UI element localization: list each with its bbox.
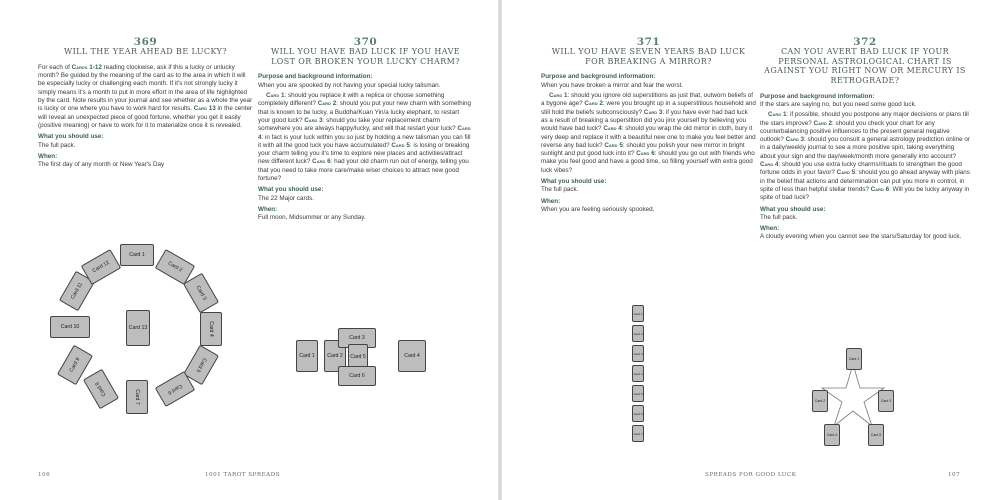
card-label: Card 5	[391, 141, 410, 149]
card: Card 5	[632, 385, 644, 402]
spread-title: CAN YOU AVERT BAD LUCK IF YOUR PERSONAL ASTROLOGICAL CHART IS AGAINST YOU RIGHT NOW OR MERCURY IS RETROGRADE?	[764, 47, 966, 86]
when-text: The first day of any month or New Year's Day	[38, 161, 165, 169]
card-label: Card 6	[312, 158, 331, 166]
card-label: Card 13	[193, 105, 216, 113]
text-run: : were you brought up in a superstitious household and still hold the beliefs subconsciously?	[541, 100, 756, 116]
spread-body	[541, 92, 756, 175]
card: Card 11	[59, 271, 95, 311]
card: Card 4	[632, 365, 644, 382]
card: Card 1	[296, 340, 318, 372]
card: Card 4	[824, 424, 840, 446]
use-text: The full pack.	[541, 186, 579, 194]
card: Card 10	[50, 316, 90, 338]
text-run: : should you go ahead anyway with plans in the belief that actions and determination can put you more in control, in spite of less than helpful stellar trends?	[760, 169, 970, 193]
spread-371	[541, 38, 756, 216]
card-label: Card 4	[258, 125, 471, 141]
spread-number: 371	[636, 36, 661, 48]
spread-body	[258, 92, 473, 183]
card: Card 5	[348, 344, 368, 370]
spread-title: WILL THE YEAR AHEAD BE LUCKY?	[64, 47, 227, 57]
text-run: : should you polish your new mirror in bright sunlight and put good luck into it?	[541, 141, 745, 158]
card: Card 3	[183, 273, 219, 313]
left-running-title: 1001 TAROT SPREADS	[205, 472, 281, 478]
text-run: : should you check your chart for any counterbalancing positive influences to the present general negative outlook?	[760, 119, 950, 144]
text-run: : should you replace it with a replica or choose something completely different?	[258, 92, 445, 108]
spread-title: WILL YOU HAVE BAD LUCK IF YOU HAVE LOST OR BROKEN YOUR LUCKY CHARM?	[270, 47, 460, 66]
when-heading: When:	[38, 152, 58, 160]
card: Card 1	[632, 305, 644, 322]
card: Card 9	[57, 345, 93, 385]
card: Card 1	[120, 244, 154, 266]
card: Card 5	[183, 345, 219, 385]
spread-369	[38, 38, 253, 171]
spread-369-diagram	[40, 236, 220, 416]
when-heading: When:	[541, 197, 561, 205]
spread-number: 369	[133, 36, 158, 48]
text-run: : should you wrap the old mirror in cloth, bury it very deep and replace it with a beautiful new one to make you feel better and reverse any bad luck?	[541, 125, 756, 149]
card: Card 3	[338, 328, 376, 348]
card-label: Card 3	[785, 136, 805, 144]
card-label: Card 1	[549, 92, 568, 100]
when-text: Full moon, Midsummer or any Sunday.	[258, 214, 366, 222]
spread-number: 372	[853, 36, 877, 48]
spread-372-diagram	[812, 348, 894, 448]
text-run: : should you use extra lucky charms/rituals to strengthen the good fortune odds in your favor?	[760, 161, 962, 177]
card: Card 5	[868, 424, 884, 446]
purpose-text: When you have broken a mirror and fear the worst.	[541, 81, 684, 89]
book-gutter	[498, 0, 502, 500]
card: Card 1	[846, 348, 862, 370]
card-label: Card 4	[760, 161, 779, 169]
card-label: Card 2	[317, 100, 337, 108]
use-heading: What you should use:	[760, 205, 826, 213]
card: Card 4	[398, 340, 426, 372]
text-run: : if possible, should you postpone any major decisions or plans till the stars improve?	[760, 111, 969, 127]
text-run: : had your old charm run out of energy, telling you that you need to take more care/make wiser choices to attract new good fortune?	[258, 158, 469, 183]
use-heading: What you should use:	[541, 178, 607, 186]
text-run: reading clockwise, ask if this a lucky or unlucky month? Be guided by the meaning of the card as to the area in which it will be especially lucky or challenging each month. If it's not strongly lucky it simply means it's a month to put in more effort in the area of life highlighted by the card. Note results in your journal and see whether as a whole the year is lucky or one where you have to work hard for results.	[38, 63, 253, 113]
right-page-number: 107	[948, 472, 961, 478]
card-label: Cards 1-12	[71, 63, 102, 71]
card-label: Card 6	[870, 185, 890, 193]
card-label: Card 3	[643, 108, 663, 116]
purpose-heading: Purpose and background information:	[760, 92, 875, 100]
text-run: For each of	[38, 63, 72, 71]
card-label: Card 3	[304, 116, 323, 124]
card: Card 6	[338, 366, 376, 386]
card: Card 6	[632, 405, 644, 422]
card: Card 13	[126, 310, 150, 346]
text-run: : should you go out with friends who make you feel good and have a good time, so filling yourself with extra good luck vibes?	[541, 150, 755, 174]
spread-intro	[38, 64, 253, 130]
card: Card 4	[200, 312, 222, 346]
purpose-text: If the stars are saying no, but you need some good luck.	[760, 100, 917, 108]
card: Card 2	[812, 390, 828, 412]
card-label: Card 5	[836, 169, 856, 177]
card: Card 2	[324, 340, 346, 372]
card: Card 2	[155, 249, 195, 285]
use-text: The full pack.	[760, 213, 798, 221]
use-heading: What you should use:	[258, 186, 324, 194]
card-label: Card 5	[604, 141, 623, 149]
card-label: Card 1	[266, 92, 285, 100]
text-run: : should you put your new charm with something that is known to be lucky, a Buddha/Kuan Yin/a lucky elephant, to restart your good luck?	[258, 100, 471, 124]
card-label: Card 2	[813, 119, 833, 127]
card-label: Card 6	[636, 150, 655, 158]
text-run: : should you ignore old superstitions as just that, outworn beliefs of a bygone age?	[541, 92, 753, 108]
use-heading: What you should use:	[38, 133, 104, 141]
text-run: in the center will reveal an unexpected piece of good fortune, whether you get it easily (positive meaning) or have to work for it to materialize once it is revealed.	[38, 105, 253, 129]
card: Card 2	[632, 325, 644, 342]
text-run: : if you have ever had bad luck as a result of breaking a superstition did you jinx yourself by believing you would have bad luck?	[541, 108, 748, 133]
use-text: The full pack.	[38, 141, 76, 149]
when-heading: When:	[760, 225, 780, 233]
spread-370	[258, 38, 473, 225]
spread-number: 370	[353, 36, 378, 48]
card: Card 12	[81, 249, 121, 285]
text-run: : Will you be lucky anyway in spite of bad luck?	[760, 185, 970, 202]
purpose-heading: Purpose and background information:	[258, 73, 373, 81]
purpose-heading: Purpose and background information:	[541, 73, 656, 81]
card-label: Card 4	[603, 125, 622, 133]
card-label: Card 2	[584, 100, 603, 108]
use-text: The 22 Major cards.	[258, 194, 314, 202]
left-page-number: 106	[38, 472, 51, 478]
spread-title: WILL YOU HAVE SEVEN YEARS BAD LUCK FOR BREAKING A MIRROR?	[551, 47, 746, 66]
card: Card 8	[83, 369, 119, 409]
card-label: Card 1	[768, 111, 787, 119]
when-text: A cloudy evening when you cannot see the stars/Saturday for good luck.	[760, 233, 962, 241]
spread-371-diagram	[632, 305, 646, 445]
spread-372	[760, 38, 970, 244]
card: Card 7	[632, 425, 644, 442]
card: Card 6	[155, 371, 195, 407]
card: Card 7	[126, 380, 148, 414]
when-heading: When:	[258, 205, 278, 213]
spread-370-diagram	[296, 326, 436, 396]
text-run: : is losing or breaking your charm telling you it's time to explore new places and activities/attract new different luck?	[258, 141, 470, 166]
text-run: : should you take your replacement charm somewhere you are always happy/lucky, and will that restart your luck?	[258, 116, 458, 133]
card: Card 3	[878, 390, 894, 412]
text-run: : in fact is your luck within you so just by holding a new talisman you can fill it with all the good luck you have accumulated?	[258, 133, 471, 149]
spread-body	[760, 111, 970, 202]
right-running-title: SPREADS FOR GOOD LUCK	[705, 472, 797, 478]
card: Card 3	[632, 345, 644, 362]
text-run: : should you consult a general astrology prediction online or in a daily/weekly journal to see a more positive spin, taking everything about your sign and the day/week/month more generally into account?	[760, 136, 970, 160]
purpose-text: When you are spooked by not having your special lucky talisman.	[258, 81, 441, 89]
when-text: When you are feeling seriously spooked.	[541, 205, 655, 213]
